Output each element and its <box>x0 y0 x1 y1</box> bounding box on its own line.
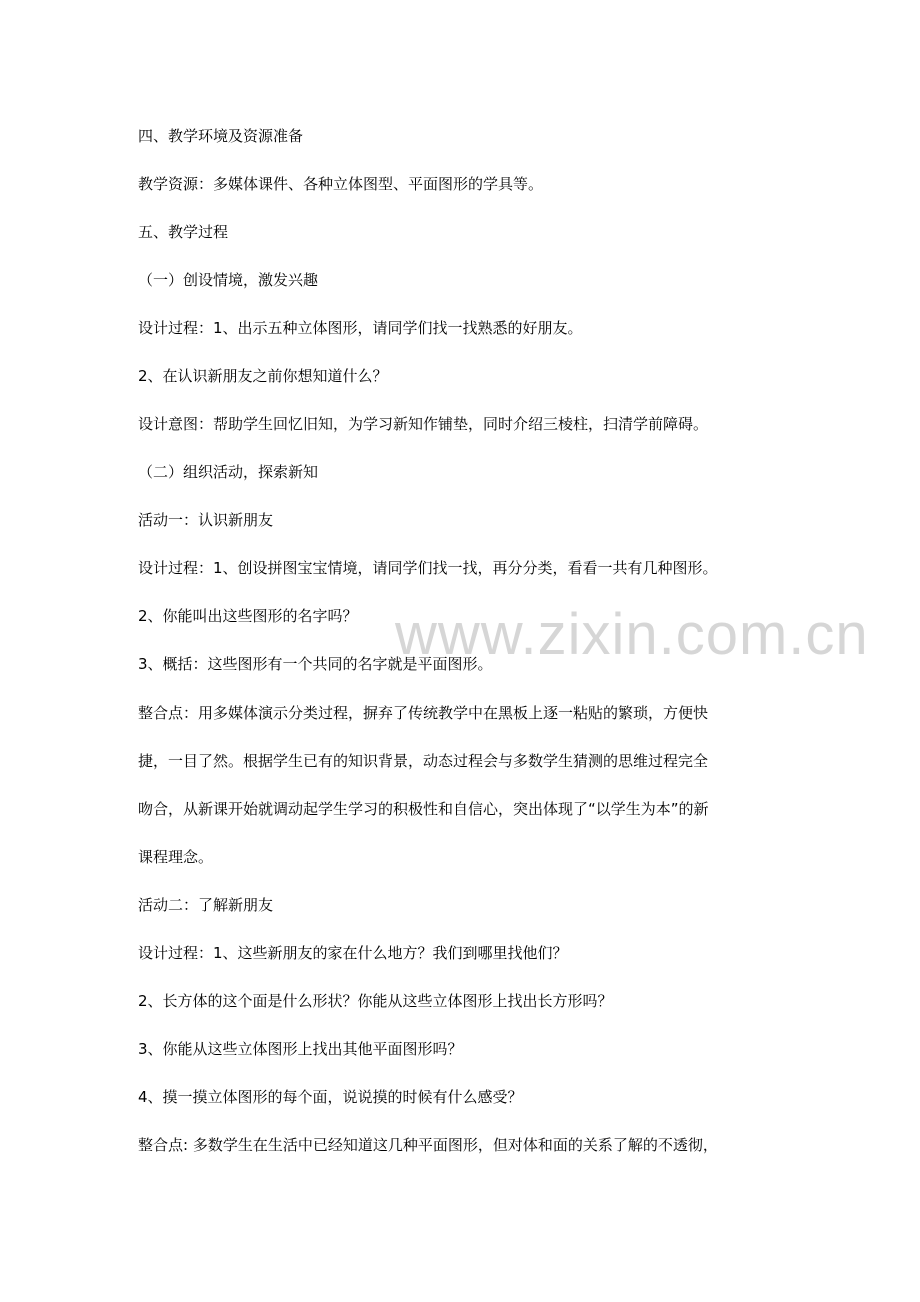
integration-point-line-3: 吻合，从新课开始就调动起学生学习的积极性和自信心，突出体现了“以学生为本”的新 <box>138 800 709 818</box>
subheading-create-situation: （一）创设情境，激发兴趣 <box>138 271 319 289</box>
paragraph-design-intent: 设计意图：帮助学生回忆旧知，为学习新知作铺垫，同时介绍三棱柱，扫清学前障碍。 <box>138 415 709 433</box>
paragraph-design-process-home: 设计过程：1、这些新朋友的家在什么地方？我们到哪里找他们？ <box>138 944 568 962</box>
paragraph-summary: 3、概括：这些图形有一个共同的名字就是平面图形。 <box>138 655 493 673</box>
integration-point-line-2: 捷，一目了然。根据学生已有的知识背景，动态过程会与多数学生猜测的思维过程完全 <box>138 752 709 770</box>
integration-point-line-4: 课程理念。 <box>138 848 214 866</box>
paragraph-touch-faces: 4、摸一摸立体图形的每个面，说说摸的时候有什么感受？ <box>138 1088 523 1106</box>
paragraph-question-2: 2、在认识新朋友之前你想知道什么？ <box>138 367 388 385</box>
paragraph-rectangle-question: 2、长方体的这个面是什么形状？你能从这些立体图形上找出长方形吗？ <box>138 992 613 1010</box>
paragraph-design-process-puzzle: 设计过程：1、创设拼图宝宝情境，请同学们找一找，再分分类，看看一共有几种图形。 <box>138 559 718 577</box>
watermark: www.zixin.com.cn <box>395 602 869 667</box>
activity-two-heading: 活动二：了解新朋友 <box>138 896 274 914</box>
subheading-organize-activity: （二）组织活动，探索新知 <box>138 463 319 481</box>
activity-one-heading: 活动一：认识新朋友 <box>138 511 274 529</box>
paragraph-other-shapes: 3、你能从这些立体图形上找出其他平面图形吗？ <box>138 1040 463 1058</box>
section-heading-environment: 四、教学环境及资源准备 <box>138 127 304 145</box>
integration-point-line-1: 整合点：用多媒体演示分类过程，摒弃了传统教学中在黑板上逐一粘贴的繁琐，方便快 <box>138 704 709 722</box>
paragraph-design-process-1: 设计过程：1、出示五种立体图形，请同学们找一找熟悉的好朋友。 <box>138 319 583 337</box>
section-heading-process: 五、教学过程 <box>138 223 229 241</box>
integration-point-final: 整合点: 多数学生在生活中已经知道这几种平面图形，但对体和面的关系了解的不透彻， <box>138 1136 718 1154</box>
paragraph-resources: 教学资源：多媒体课件、各种立体图型、平面图形的学具等。 <box>138 175 544 193</box>
paragraph-shape-names: 2、你能叫出这些图形的名字吗？ <box>138 607 358 625</box>
